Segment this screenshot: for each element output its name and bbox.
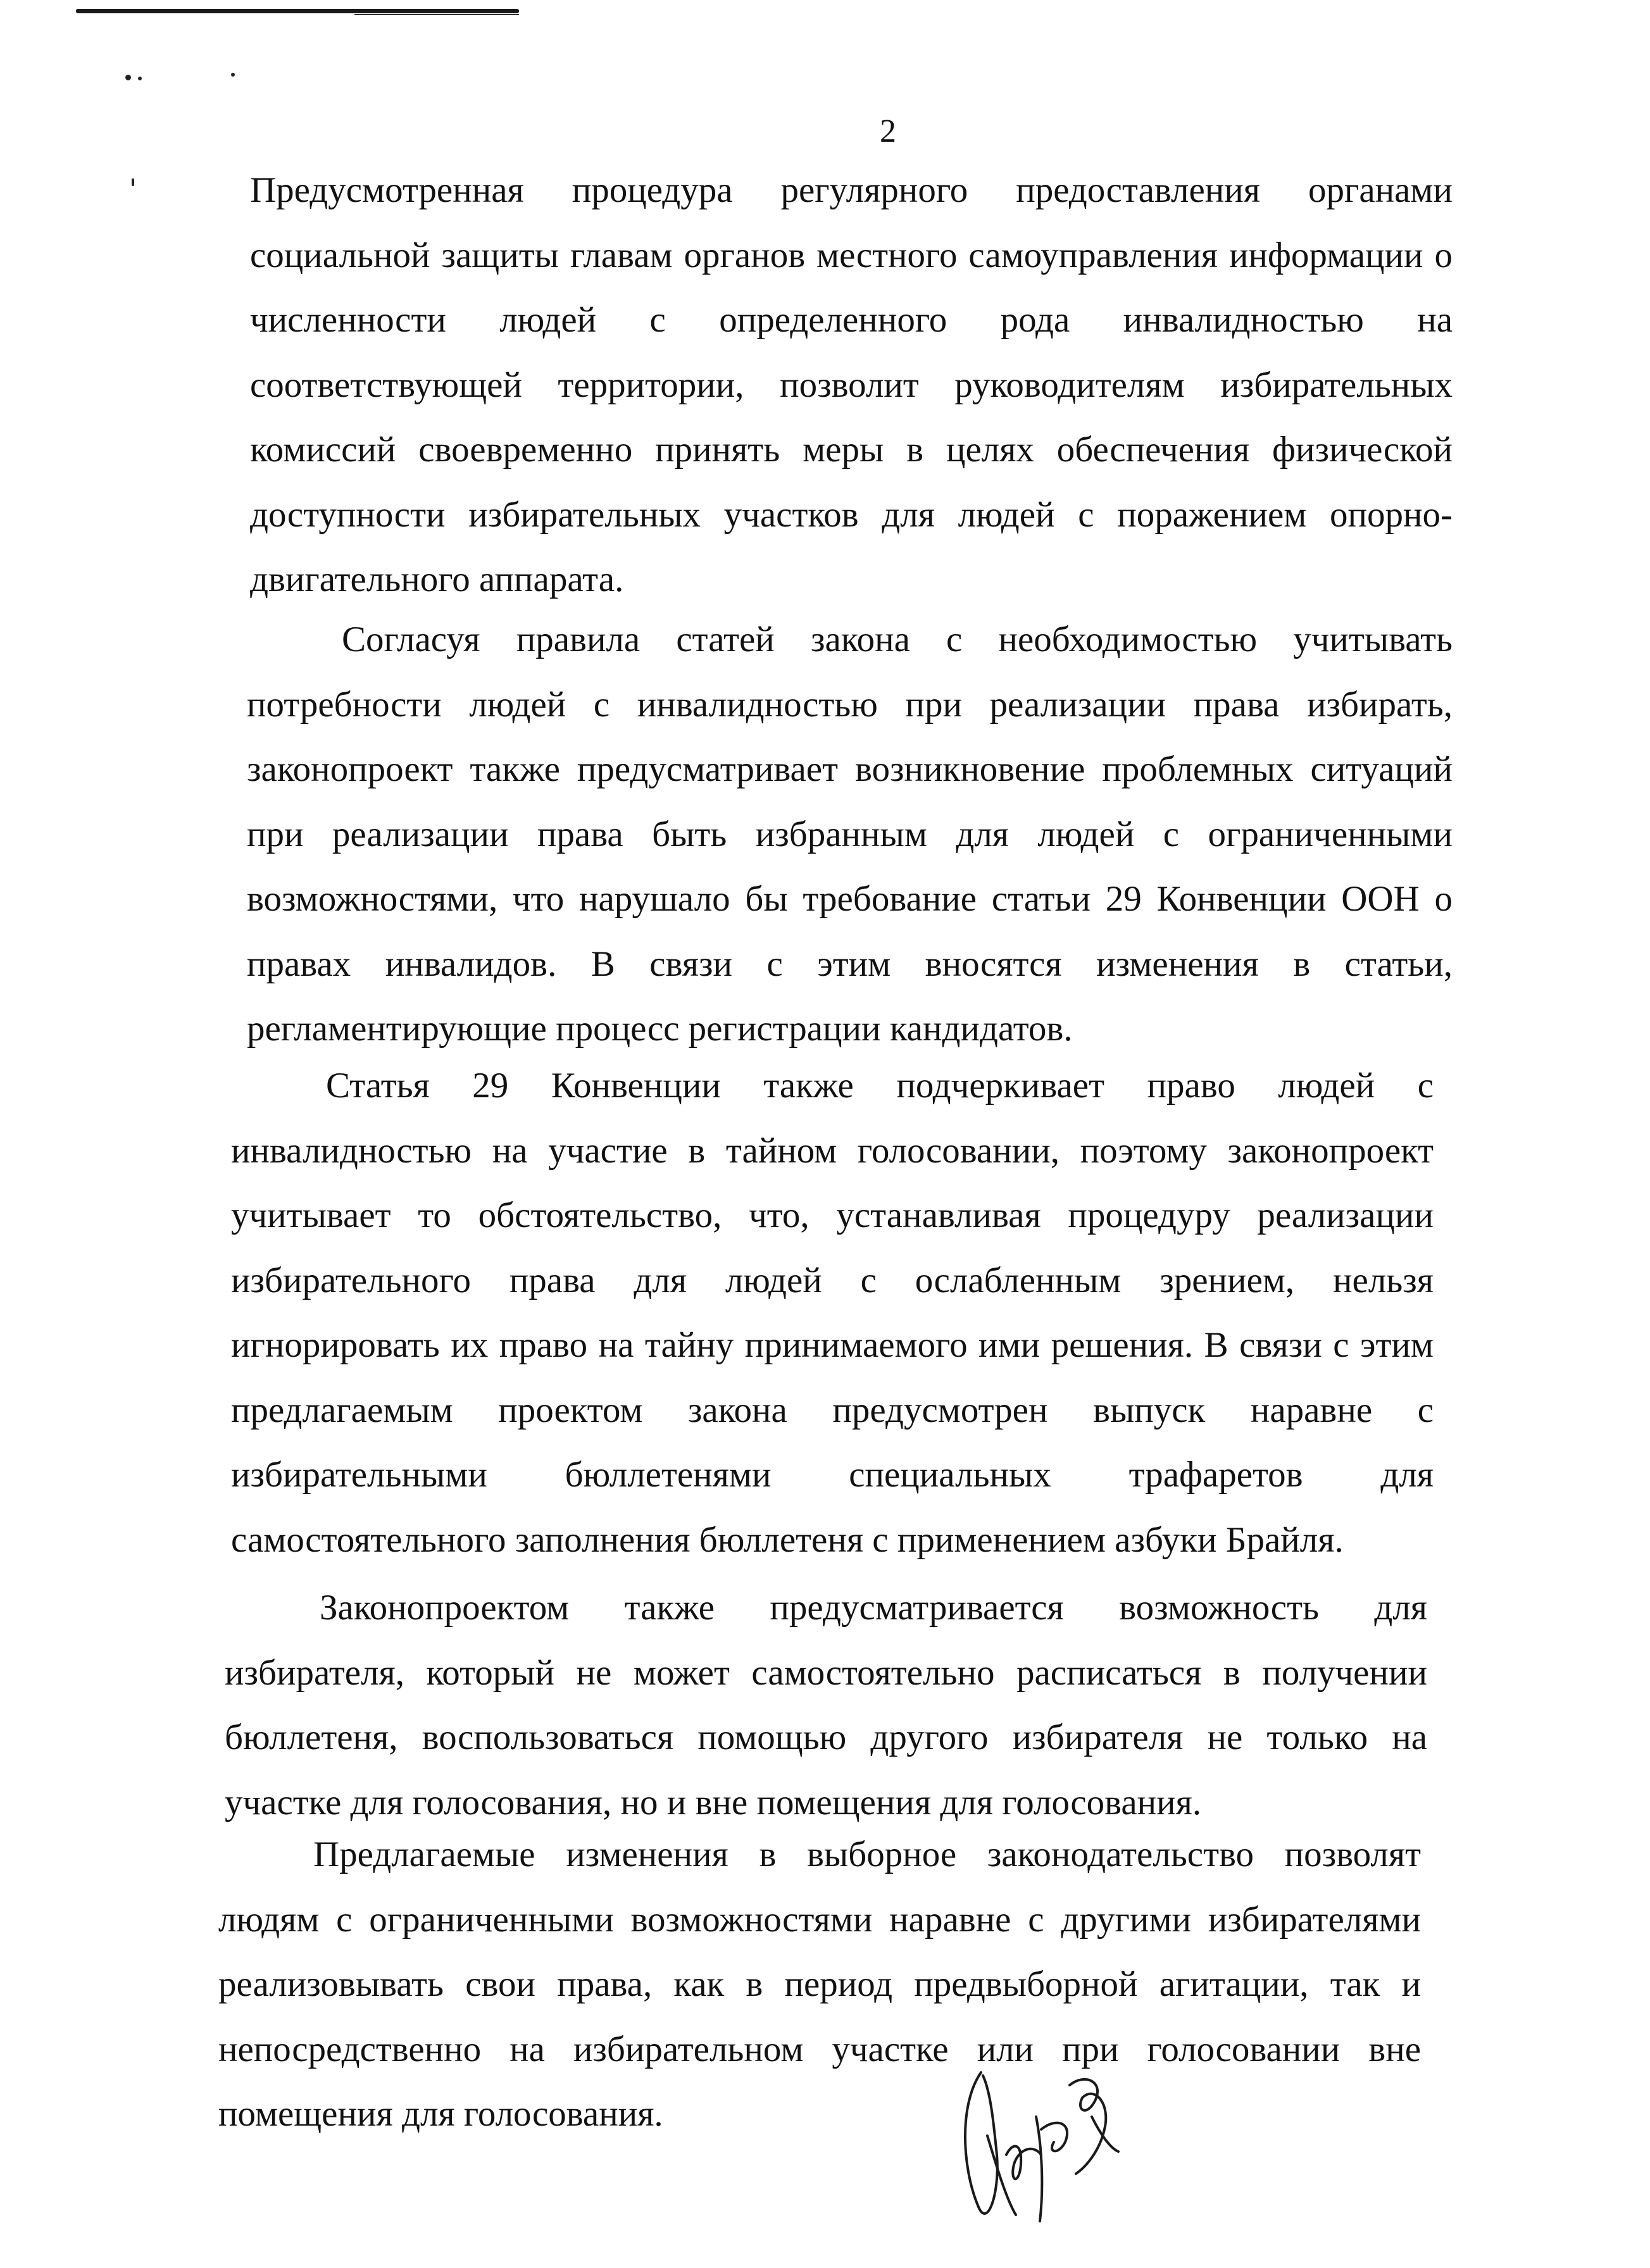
scan-edge-line-thin	[354, 14, 519, 15]
signature-icon	[953, 2047, 1123, 2237]
paragraph-2: Согласуя правила статей закона с необходимостью учитывать потребности людей с инвалидностью при реализации права избирать, законопроект также предусматривает возникновение проблемных ситуаций при реализации права быть избранным для людей с ограниченными возможностями, что нарушало бы требование статьи 29 Конвенции ООН о правах инвалидов. В связи с этим вносятся изменения в статьи, регламентирующие процесс регистрации кандидатов.	[247, 620, 1453, 1049]
paragraph-3: Статья 29 Конвенции также подчеркивает право людей с инвалидностью на участие в тайном голосовании, поэтому законопроект учитывает то обстоятельство, что, устанавливая процедуру реализации избирательного права для людей с ослабленным зрением, нельзя игнорировать их право на тайну принимаемого ими решения. В связи с этим предлагаемым проектом закона предусмотрен выпуск наравне с избирательными бюллетенями специальных трафаретов для самостоятельного заполнения бюллетеня с применением азбуки Брайля.	[231, 1066, 1434, 1560]
paragraph-4: Законопроектом также предусматривается возможность для избирателя, который не может самостоятельно расписаться в получении бюллетеня, воспользоваться помощью другого избирателя не только на участке для голосования, но и вне помещения для голосования.	[225, 1588, 1427, 1822]
page-number: 2	[880, 113, 896, 149]
scan-speck	[125, 75, 131, 80]
scan-speck	[132, 178, 134, 186]
scan-edge-line	[76, 9, 519, 13]
paragraph-1: Предусмотренная процедура регулярного предоставления органами социальной защиты главам органов местного самоуправления информации о численности людей с определенного рода инвалидностью на соответствующей территории, позволит руководителям избирательных комиссий своевременно принять меры в целях обеспечения физической доступности избирательных участков для людей с поражением опорно-двигательного аппарата.	[250, 170, 1453, 599]
scan-speck	[138, 77, 142, 80]
scan-speck	[231, 73, 235, 77]
paragraph-5: Предлагаемые изменения в выборное законодательство позволят людям с ограниченными возможностями наравне с другими избирателями реализовывать свои права, как в период предвыборной агитации, так и непосредственно на избирательном участке или при голосовании вне помещения для голосования.	[218, 1835, 1421, 2134]
